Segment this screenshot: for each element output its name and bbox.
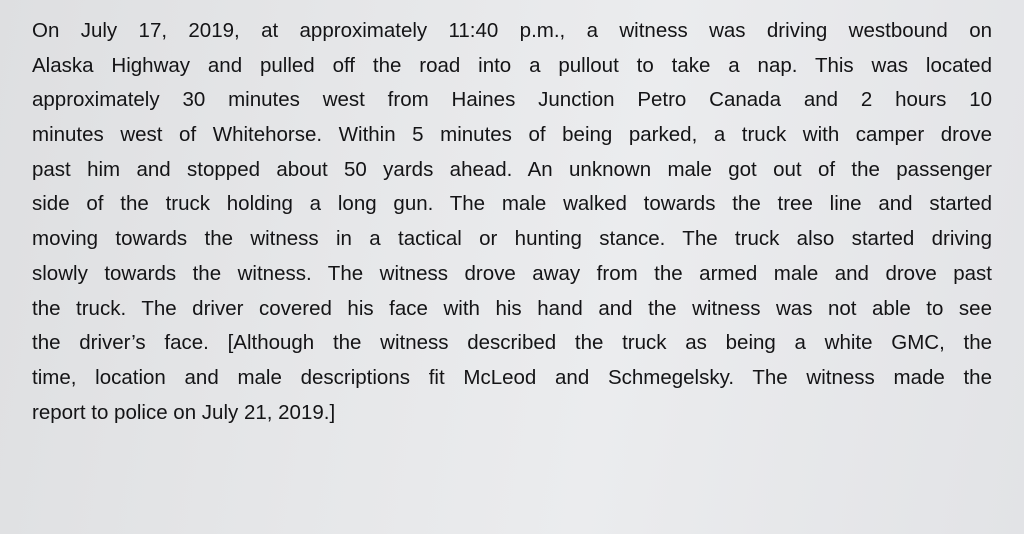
paragraph-line-2: Alaska Highway and pulled off the road into a pullout to take a nap. This was located xyxy=(32,53,992,77)
paragraph-line-7: moving towards the witness in a tactical or hunting stance. The truck also started driving xyxy=(32,227,992,251)
paragraph-line-6: side of the truck holding a long gun. The male walked towards the tree line and started xyxy=(32,192,992,216)
paragraph-line-10: the driver’s face. [Although the witness described the truck as being a white GMC, the xyxy=(32,331,992,355)
paragraph-line-4: minutes west of Whitehorse. Within 5 minutes of being parked, a truck with camper drove xyxy=(32,123,992,147)
paragraph-line-12: report to police on July 21, 2019.] xyxy=(32,400,336,424)
paragraph-line-8: slowly towards the witness. The witness drove away from the armed male and drove past xyxy=(32,261,992,285)
paragraph-line-9: the truck. The driver covered his face with his hand and the witness was not able to see xyxy=(32,296,992,320)
paragraph-line-1: On July 17, 2019, at approximately 11:40 p.m., a witness was driving westbound on xyxy=(32,19,992,42)
document-paragraph xyxy=(32,14,992,430)
paragraph-line-3: approximately 30 minutes west from Haines Junction Petro Canada and 2 hours 10 xyxy=(32,88,992,112)
paragraph-line-11: time, location and male descriptions fit McLeod and Schmegelsky. The witness made the xyxy=(32,365,992,389)
paragraph-line-5: past him and stopped about 50 yards ahead. An unknown male got out of the passenger xyxy=(32,157,992,181)
